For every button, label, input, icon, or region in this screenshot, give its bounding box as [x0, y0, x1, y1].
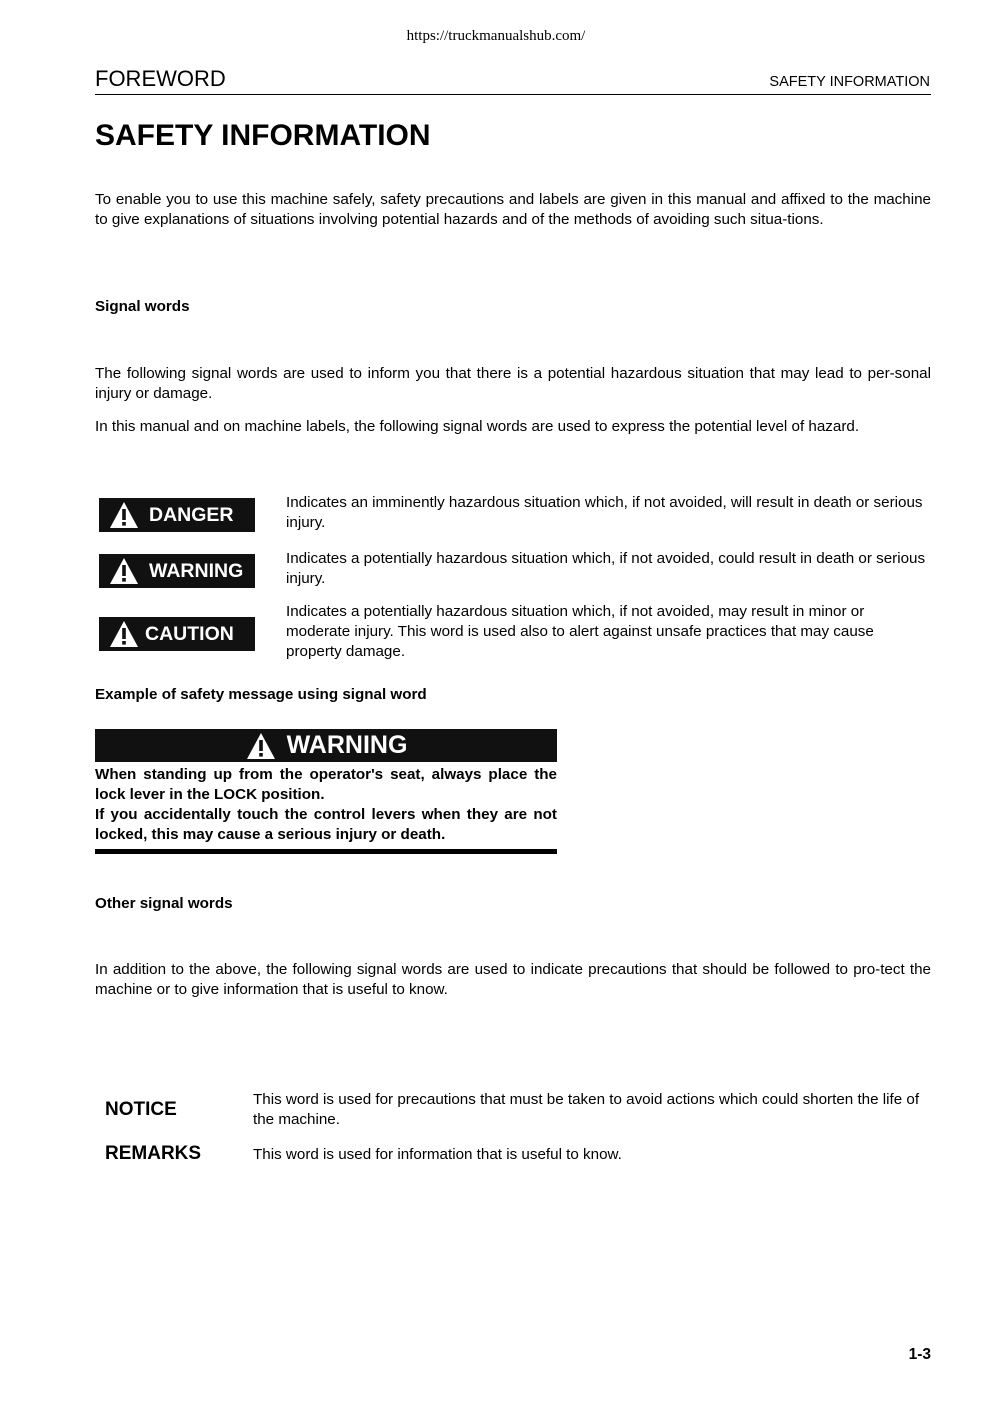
notice-description: This word is used for precautions that must be taken to avoid actions which could shorten the life of the machine. [253, 1091, 920, 1128]
warning-triangle-icon [245, 732, 277, 760]
example-heading: Example of safety message using signal word [95, 686, 427, 703]
other-signal-words-para: In addition to the above, the following signal words are used to indicate precautions that should be followed to pro-tect the machine or to give information that is useful to know. [95, 961, 931, 998]
example-warning-word: WARNING [286, 731, 408, 759]
example-message-line-2: If you accidentally touch the control levers when they are not locked, this may cause a serious injury or death. [95, 806, 557, 843]
header-rule [95, 94, 931, 95]
caution-description: Indicates a potentially hazardous situation which, if not avoided, may result in minor or moderate injury. This word is used also to alert against unsafe practices that may cause property damage. [286, 603, 874, 660]
warning-label-word: WARNING [149, 559, 244, 582]
signal-words-para-2: In this manual and on machine labels, the following signal words are used to express the potential level of hazard. [95, 418, 860, 435]
danger-label [99, 498, 255, 532]
signal-words-para-1: The following signal words are used to inform you that there is a potential hazardous situation that may lead to per-sonal injury or damage. [95, 365, 931, 402]
remarks-word: REMARKS [105, 1143, 202, 1164]
example-warning-bar [95, 729, 557, 762]
warning-description: Indicates a potentially hazardous situation which, if not avoided, could result in death or serious injury. [286, 550, 926, 587]
example-bottom-rule [95, 849, 557, 854]
caution-label-word: CAUTION [145, 622, 234, 645]
remarks-description: This word is used for information that is useful to know. [253, 1146, 622, 1163]
source-url[interactable]: https://truckmanualshub.com/ [406, 28, 586, 44]
caution-label [99, 617, 255, 651]
header-chapter: SAFETY INFORMATION [769, 74, 930, 90]
other-signal-words-heading: Other signal words [95, 895, 233, 912]
example-message-line-1: When standing up from the operator's seat, always place the lock lever in the LOCK position. [95, 766, 557, 803]
intro-paragraph: To enable you to use this machine safely, safety precautions and labels are given in this manual and affixed to the machine to give explanations of situations involving potential hazards and of the methods of avoiding such situa-tions. [95, 191, 931, 228]
header-section: FOREWORD [95, 66, 226, 91]
notice-word: NOTICE [105, 1099, 177, 1120]
warning-triangle-icon [109, 620, 139, 648]
danger-label-word: DANGER [149, 503, 234, 526]
page-number: 1-3 [908, 1346, 931, 1363]
example-message [95, 765, 557, 845]
signal-words-heading: Signal words [95, 298, 190, 315]
warning-label [99, 554, 255, 588]
warning-triangle-icon [109, 501, 139, 529]
warning-triangle-icon [109, 557, 139, 585]
page-title: SAFETY INFORMATION [95, 119, 431, 152]
danger-description: Indicates an imminently hazardous situation which, if not avoided, will result in death or serious injury. [286, 494, 923, 531]
